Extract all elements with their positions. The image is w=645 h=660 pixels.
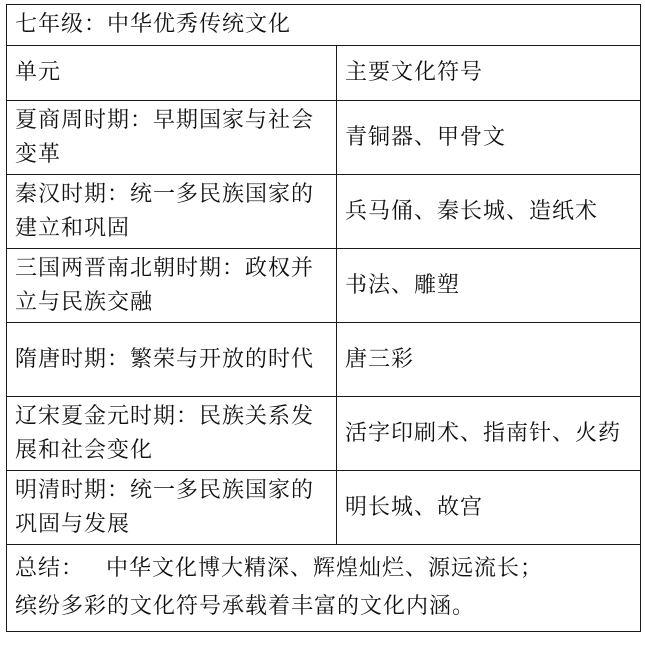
- symbols-cell: 兵马俑、秦长城、造纸术: [337, 175, 641, 249]
- header-unit: 单元: [7, 46, 337, 101]
- unit-cell: 明清时期：统一多民族国家的巩固与发展: [7, 471, 337, 545]
- summary-cell: [7, 545, 641, 632]
- unit-cell: 秦汉时期：统一多民族国家的建立和巩固: [7, 175, 337, 249]
- table-title: 七年级：中华优秀传统文化: [7, 5, 641, 46]
- table-row: [7, 249, 641, 323]
- summary-line-2: 缤纷多彩的文化符号承载着丰富的文化内涵。: [15, 594, 476, 619]
- unit-cell: 夏商周时期：早期国家与社会变革: [7, 101, 337, 175]
- culture-table: [6, 4, 641, 632]
- table-row: [7, 323, 641, 397]
- table-row: [7, 101, 641, 175]
- unit-cell: 辽宋夏金元时期：民族关系发展和社会变化: [7, 397, 337, 471]
- summary-text-1: 中华文化博大精深、辉煌灿烂、源远流长；: [106, 556, 544, 581]
- table-header-row: [7, 46, 641, 101]
- summary-line-1: [15, 550, 632, 588]
- symbols-cell: 唐三彩: [337, 323, 641, 397]
- symbols-cell: 青铜器、甲骨文: [337, 101, 641, 175]
- table-title-row: [7, 5, 641, 46]
- summary-row: [7, 545, 641, 632]
- symbols-cell: 明长城、故宫: [337, 471, 641, 545]
- header-symbols: 主要文化符号: [337, 46, 641, 101]
- symbols-cell: 书法、雕塑: [337, 249, 641, 323]
- unit-cell: 隋唐时期：繁荣与开放的时代: [7, 323, 337, 397]
- unit-cell: 三国两晋南北朝时期：政权并立与民族交融: [7, 249, 337, 323]
- table-row: [7, 175, 641, 249]
- table-row: [7, 471, 641, 545]
- symbols-cell: 活字印刷术、指南针、火药: [337, 397, 641, 471]
- table-row: [7, 397, 641, 471]
- summary-label: 总结：: [15, 556, 85, 581]
